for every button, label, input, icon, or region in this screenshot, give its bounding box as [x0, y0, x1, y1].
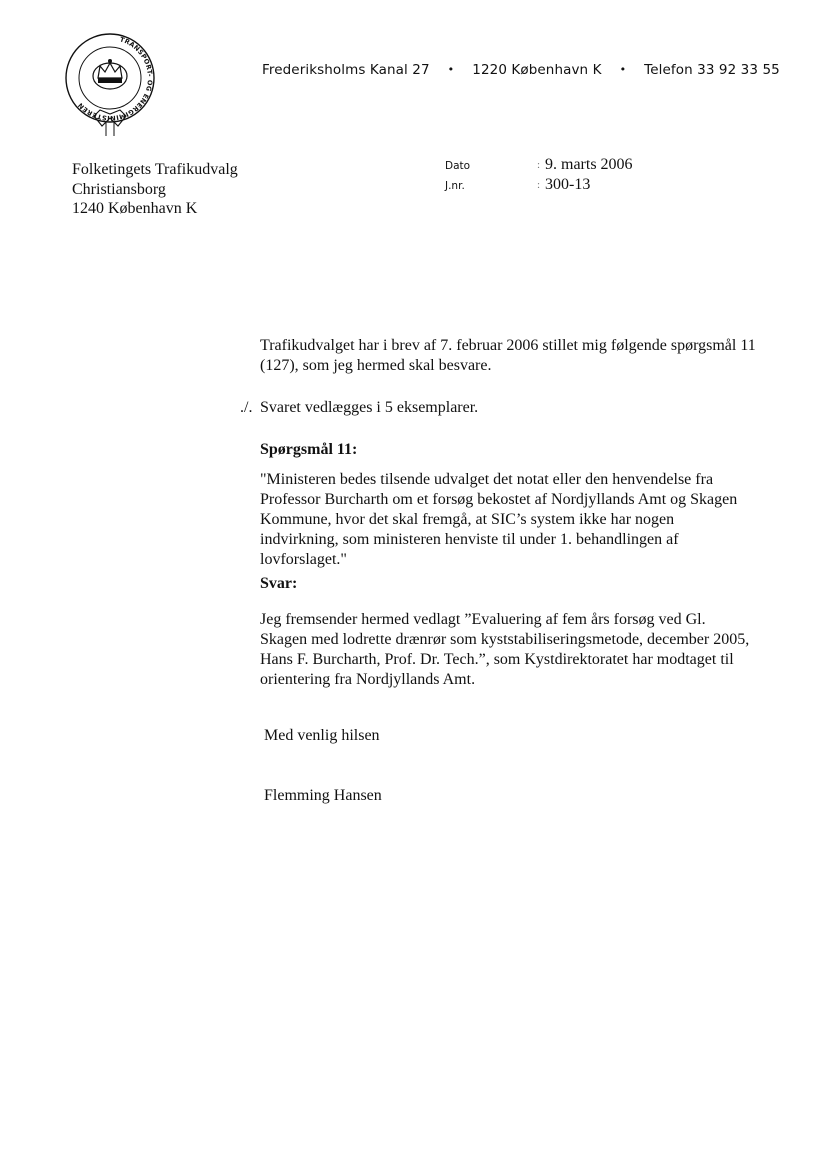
- jnr-label: J.nr.: [445, 180, 465, 192]
- letterhead-address: Frederiksholms Kanal 27: [262, 62, 430, 78]
- recipient-address: [72, 160, 238, 219]
- attachment-line: [240, 398, 760, 418]
- recipient-line: Christiansborg: [72, 180, 166, 198]
- answer-heading: Svar:: [260, 575, 298, 592]
- question-paragraph: "Ministeren bedes tilsende udvalget det notat eller den henvendelse fra Professor Burcharth om et forsøg bekostet af Nordjyllands Amt og Skagen Kommune, hvor det skal fremgå, at SIC’s system ikke har nogen indvirkning, som ministeren henviste til under 1. behandlingen af lovforslaget.": [260, 471, 738, 568]
- separator-dot: •: [447, 63, 455, 76]
- ministry-seal-logo: [62, 30, 158, 140]
- letterhead-phone: Telefon 33 92 33 55: [644, 62, 780, 78]
- recipient-line: Folketingets Trafikudvalg: [72, 161, 238, 178]
- jnr-value: 300-13: [545, 176, 591, 193]
- signature-name: Flemming Hansen: [264, 787, 382, 804]
- date-label: Dato: [445, 160, 471, 172]
- letter-meta: [445, 156, 745, 196]
- date-value: 9. marts 2006: [545, 156, 633, 173]
- attachment-mark: ./.: [240, 399, 253, 416]
- closing-greeting: Med venlig hilsen: [264, 727, 380, 744]
- letterhead-postal: 1220 København K: [472, 62, 602, 78]
- answer-paragraph: Jeg fremsender hermed vedlagt ”Evaluering af fem års forsøg ved Gl. Skagen med lodrette drænrør som kyststabiliseringsmetode, december 2005, Hans F. Burcharth, Prof. Dr. Tech.”, som Kystdirektoratet har modtaget til orientering fra Nordjyllands Amt.: [260, 611, 750, 688]
- colon: :: [537, 159, 541, 171]
- recipient-line: 1240 København K: [72, 200, 198, 217]
- jnr-row: [445, 176, 745, 196]
- separator-dot: •: [619, 63, 627, 76]
- crown-seal-icon: [93, 59, 127, 89]
- attachment-text: Svaret vedlægges i 5 eksemplarer.: [260, 399, 479, 416]
- colon: :: [537, 179, 541, 191]
- date-row: [445, 156, 745, 176]
- seal-ring-text: TRANSPORT- OG ENERGIMINISTEREN: [76, 35, 154, 123]
- question-heading: Spørgsmål 11:: [260, 441, 358, 458]
- letterhead-contact-line: [262, 62, 782, 78]
- intro-paragraph: Trafikudvalget har i brev af 7. februar 2006 stillet mig følgende spørgsmål 11 (127), som jeg hermed skal besvare.: [260, 337, 756, 374]
